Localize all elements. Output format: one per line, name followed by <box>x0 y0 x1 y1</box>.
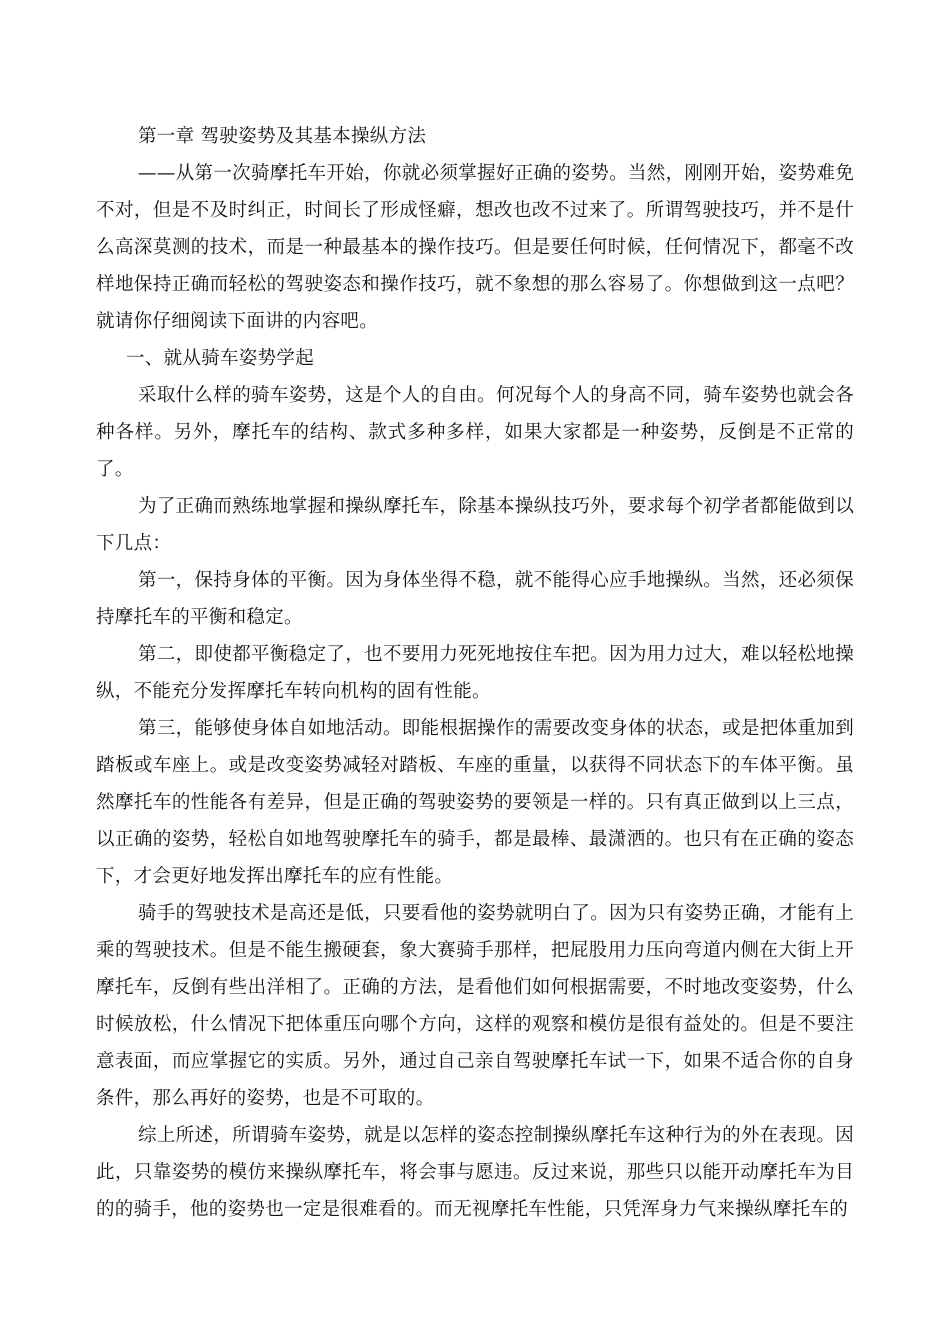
body-paragraph-4: 第二，即使都平衡稳定了，也不要用力死死地按住车把。因为用力过大，难以轻松地操纵，不能充分发挥摩托车转向机构的固有性能。 <box>96 644 854 702</box>
body-paragraph-1: 采取什么样的骑车姿势，这是个人的自由。何况每个人的身高不同，骑车姿势也就会各种各样。另外，摩托车的结构、款式多种多样，如果大家都是一种姿势，反倒是不正常的了。 <box>96 385 854 480</box>
chapter-title: 第一章 驾驶姿势及其基本操纵方法 <box>138 126 427 147</box>
body-paragraph-7: 综上所述，所谓骑车姿势，就是以怎样的姿态控制操纵摩托车这种行为的外在表现。因此，只靠姿势的模仿来操纵摩托车，将会事与愿违。反过来说，那些只以能开动摩托车为目的的骑手，他的姿势也一定是很难看的。而无视摩托车性能，只凭浑身力气来操纵摩托车的 <box>96 1125 854 1220</box>
document-body <box>96 118 854 1228</box>
body-paragraph-6: 骑手的驾驶技术是高还是低，只要看他的姿势就明白了。因为只有姿势正确，才能有上乘的驾驶技术。但是不能生搬硬套，象大赛骑手那样，把屁股用力压向弯道内侧在大街上开摩托车，反倒有些出洋相了。正确的方法，是看他们如何根据需要，不时地改变姿势，什么时候放松，什么情况下把体重压向哪个方向，这样的观察和模仿是很有益处的。但是不要注意表面，而应掌握它的实质。另外，通过自己亲自驾驶摩托车试一下，如果不适合你的自身条件，那么再好的姿势，也是不可取的。 <box>96 903 854 1109</box>
body-paragraph-3: 第一，保持身体的平衡。因为身体坐得不稳，就不能得心应手地操纵。当然，还必须保持摩托车的平衡和稳定。 <box>96 570 854 628</box>
section-heading: 一、就从骑车姿势学起 <box>126 348 315 369</box>
body-paragraph-2: 为了正确而熟练地掌握和操纵摩托车，除基本操纵技巧外，要求每个初学者都能做到以下几点： <box>96 496 854 554</box>
body-paragraph-5: 第三，能够使身体自如地活动。即能根据操作的需要改变身体的状态，或是把体重加到踏板或车座上。或是改变姿势减轻对踏板、车座的重量，以获得不同状态下的车体平衡。虽然摩托车的性能各有差异，但是正确的驾驶姿势的要领是一样的。只有真正做到以上三点，以正确的姿势，轻松自如地驾驶摩托车的骑手，都是最棒、最潇洒的。也只有在正确的姿态下，才会更好地发挥出摩托车的应有性能。 <box>96 718 854 887</box>
intro-paragraph: ——从第一次骑摩托车开始，你就必须掌握好正确的姿势。当然，刚刚开始，姿势难免不对，但是不及时纠正，时间长了形成怪癖，想改也改不过来了。所谓驾驶技巧，并不是什么高深莫测的技术，而是一种最基本的操作技巧。但是要任何时候，任何情况下，都毫不改样地保持正确而轻松的驾驶姿态和操作技巧，就不象想的那么容易了。你想做到这一点吧？就请你仔细阅读下面讲的内容吧。 <box>96 163 854 332</box>
